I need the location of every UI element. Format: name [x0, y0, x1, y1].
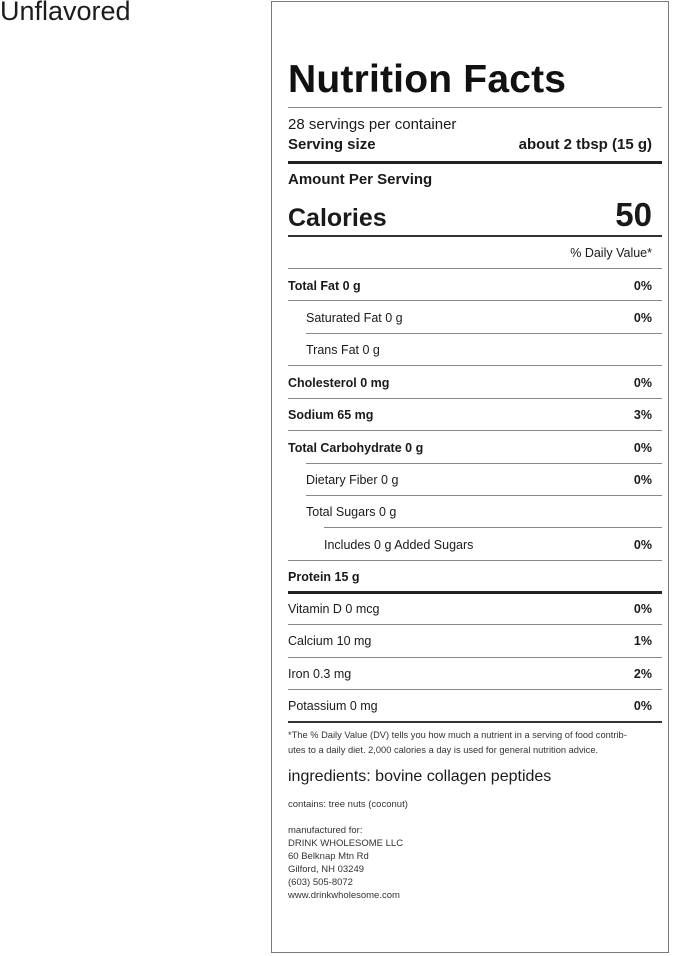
calcium: Calcium 10 mg	[288, 634, 372, 648]
nutrient-total-carbohydrate: Total Carbohydrate 0 g	[288, 441, 424, 455]
divider	[288, 268, 662, 269]
calories-value: 50	[615, 196, 652, 233]
divider	[306, 495, 662, 496]
nutrient-dv: 0%	[633, 376, 652, 390]
ingredients: ingredients: bovine collagen peptides	[288, 768, 552, 785]
nutrient-dv: 0%	[633, 441, 652, 455]
footnote-line: utes to a daily diet. 2,000 calories a day is used for general nutrition advice.	[288, 745, 599, 755]
nutrient-dietary-fiber: Dietary Fiber 0 g	[306, 473, 399, 487]
nutrient-dv: 0%	[633, 311, 652, 325]
footnote-line: *The % Daily Value (DV) tells you how much a nutrient in a serving of food contrib-	[288, 730, 627, 740]
nutrient-dv: 0%	[633, 602, 652, 616]
vitamin-d: Vitamin D 0 mcg	[288, 602, 380, 616]
divider-medium	[288, 721, 662, 723]
nutrient-added-sugars: Includes 0 g Added Sugars	[324, 538, 474, 552]
divider	[288, 398, 662, 399]
serving-size-label: Serving size	[288, 136, 376, 153]
manufacturer-city: Gilford, NH 03249	[288, 864, 365, 875]
potassium: Potassium 0 mg	[288, 699, 378, 713]
servings-per-container: 28 servings per container	[288, 116, 457, 133]
amount-per-serving: Amount Per Serving	[288, 171, 433, 188]
divider-thick	[288, 591, 662, 594]
nutrient-cholesterol: Cholesterol 0 mg	[288, 376, 390, 390]
nutrient-dv: 3%	[633, 408, 652, 422]
manufacturer-street: 60 Belknap Mtn Rd	[288, 851, 369, 862]
divider	[306, 333, 662, 334]
manufacturer-phone: (603) 505-8072	[288, 877, 353, 888]
nutrient-saturated-fat: Saturated Fat 0 g	[306, 311, 403, 325]
daily-value-footnote	[288, 728, 648, 758]
nutrient-dv: 1%	[633, 634, 652, 648]
divider	[324, 527, 662, 528]
divider	[306, 463, 662, 464]
divider-thick	[288, 161, 662, 164]
nutrient-dv: 0%	[633, 473, 652, 487]
nutrient-dv: 2%	[633, 667, 652, 681]
divider	[288, 689, 662, 690]
calories-label: Calories	[288, 204, 387, 232]
nutrient-total-fat: Total Fat 0 g	[288, 279, 361, 293]
label-title: Nutrition Facts	[288, 58, 567, 101]
manufacturer-website: www.drinkwholesome.com	[288, 890, 400, 901]
nutrient-dv: 0%	[633, 279, 652, 293]
divider	[288, 107, 662, 108]
divider	[288, 430, 662, 431]
daily-value-header: % Daily Value*	[570, 246, 652, 260]
divider	[288, 657, 662, 658]
serving-size-value: about 2 tbsp (15 g)	[518, 136, 652, 153]
nutrient-total-sugars: Total Sugars 0 g	[306, 505, 397, 519]
manufacturer-name: DRINK WHOLESOME LLC	[288, 838, 404, 849]
manufacturer-intro: manufactured for:	[288, 825, 363, 836]
divider-medium	[288, 235, 662, 237]
divider	[288, 300, 662, 301]
nutrient-dv: 0%	[633, 538, 652, 552]
divider	[288, 560, 662, 561]
nutrient-protein: Protein 15 g	[288, 570, 360, 584]
divider	[288, 624, 662, 625]
nutrient-trans-fat: Trans Fat 0 g	[306, 343, 380, 357]
iron: Iron 0.3 mg	[288, 667, 352, 681]
nutrition-label	[271, 1, 669, 953]
variant-title: Unflavored	[0, 0, 131, 26]
allergen-statement: contains: tree nuts (coconut)	[288, 799, 408, 810]
divider	[288, 365, 662, 366]
nutrient-sodium: Sodium 65 mg	[288, 408, 374, 422]
manufacturer-info	[288, 824, 403, 902]
nutrient-dv: 0%	[633, 699, 652, 713]
